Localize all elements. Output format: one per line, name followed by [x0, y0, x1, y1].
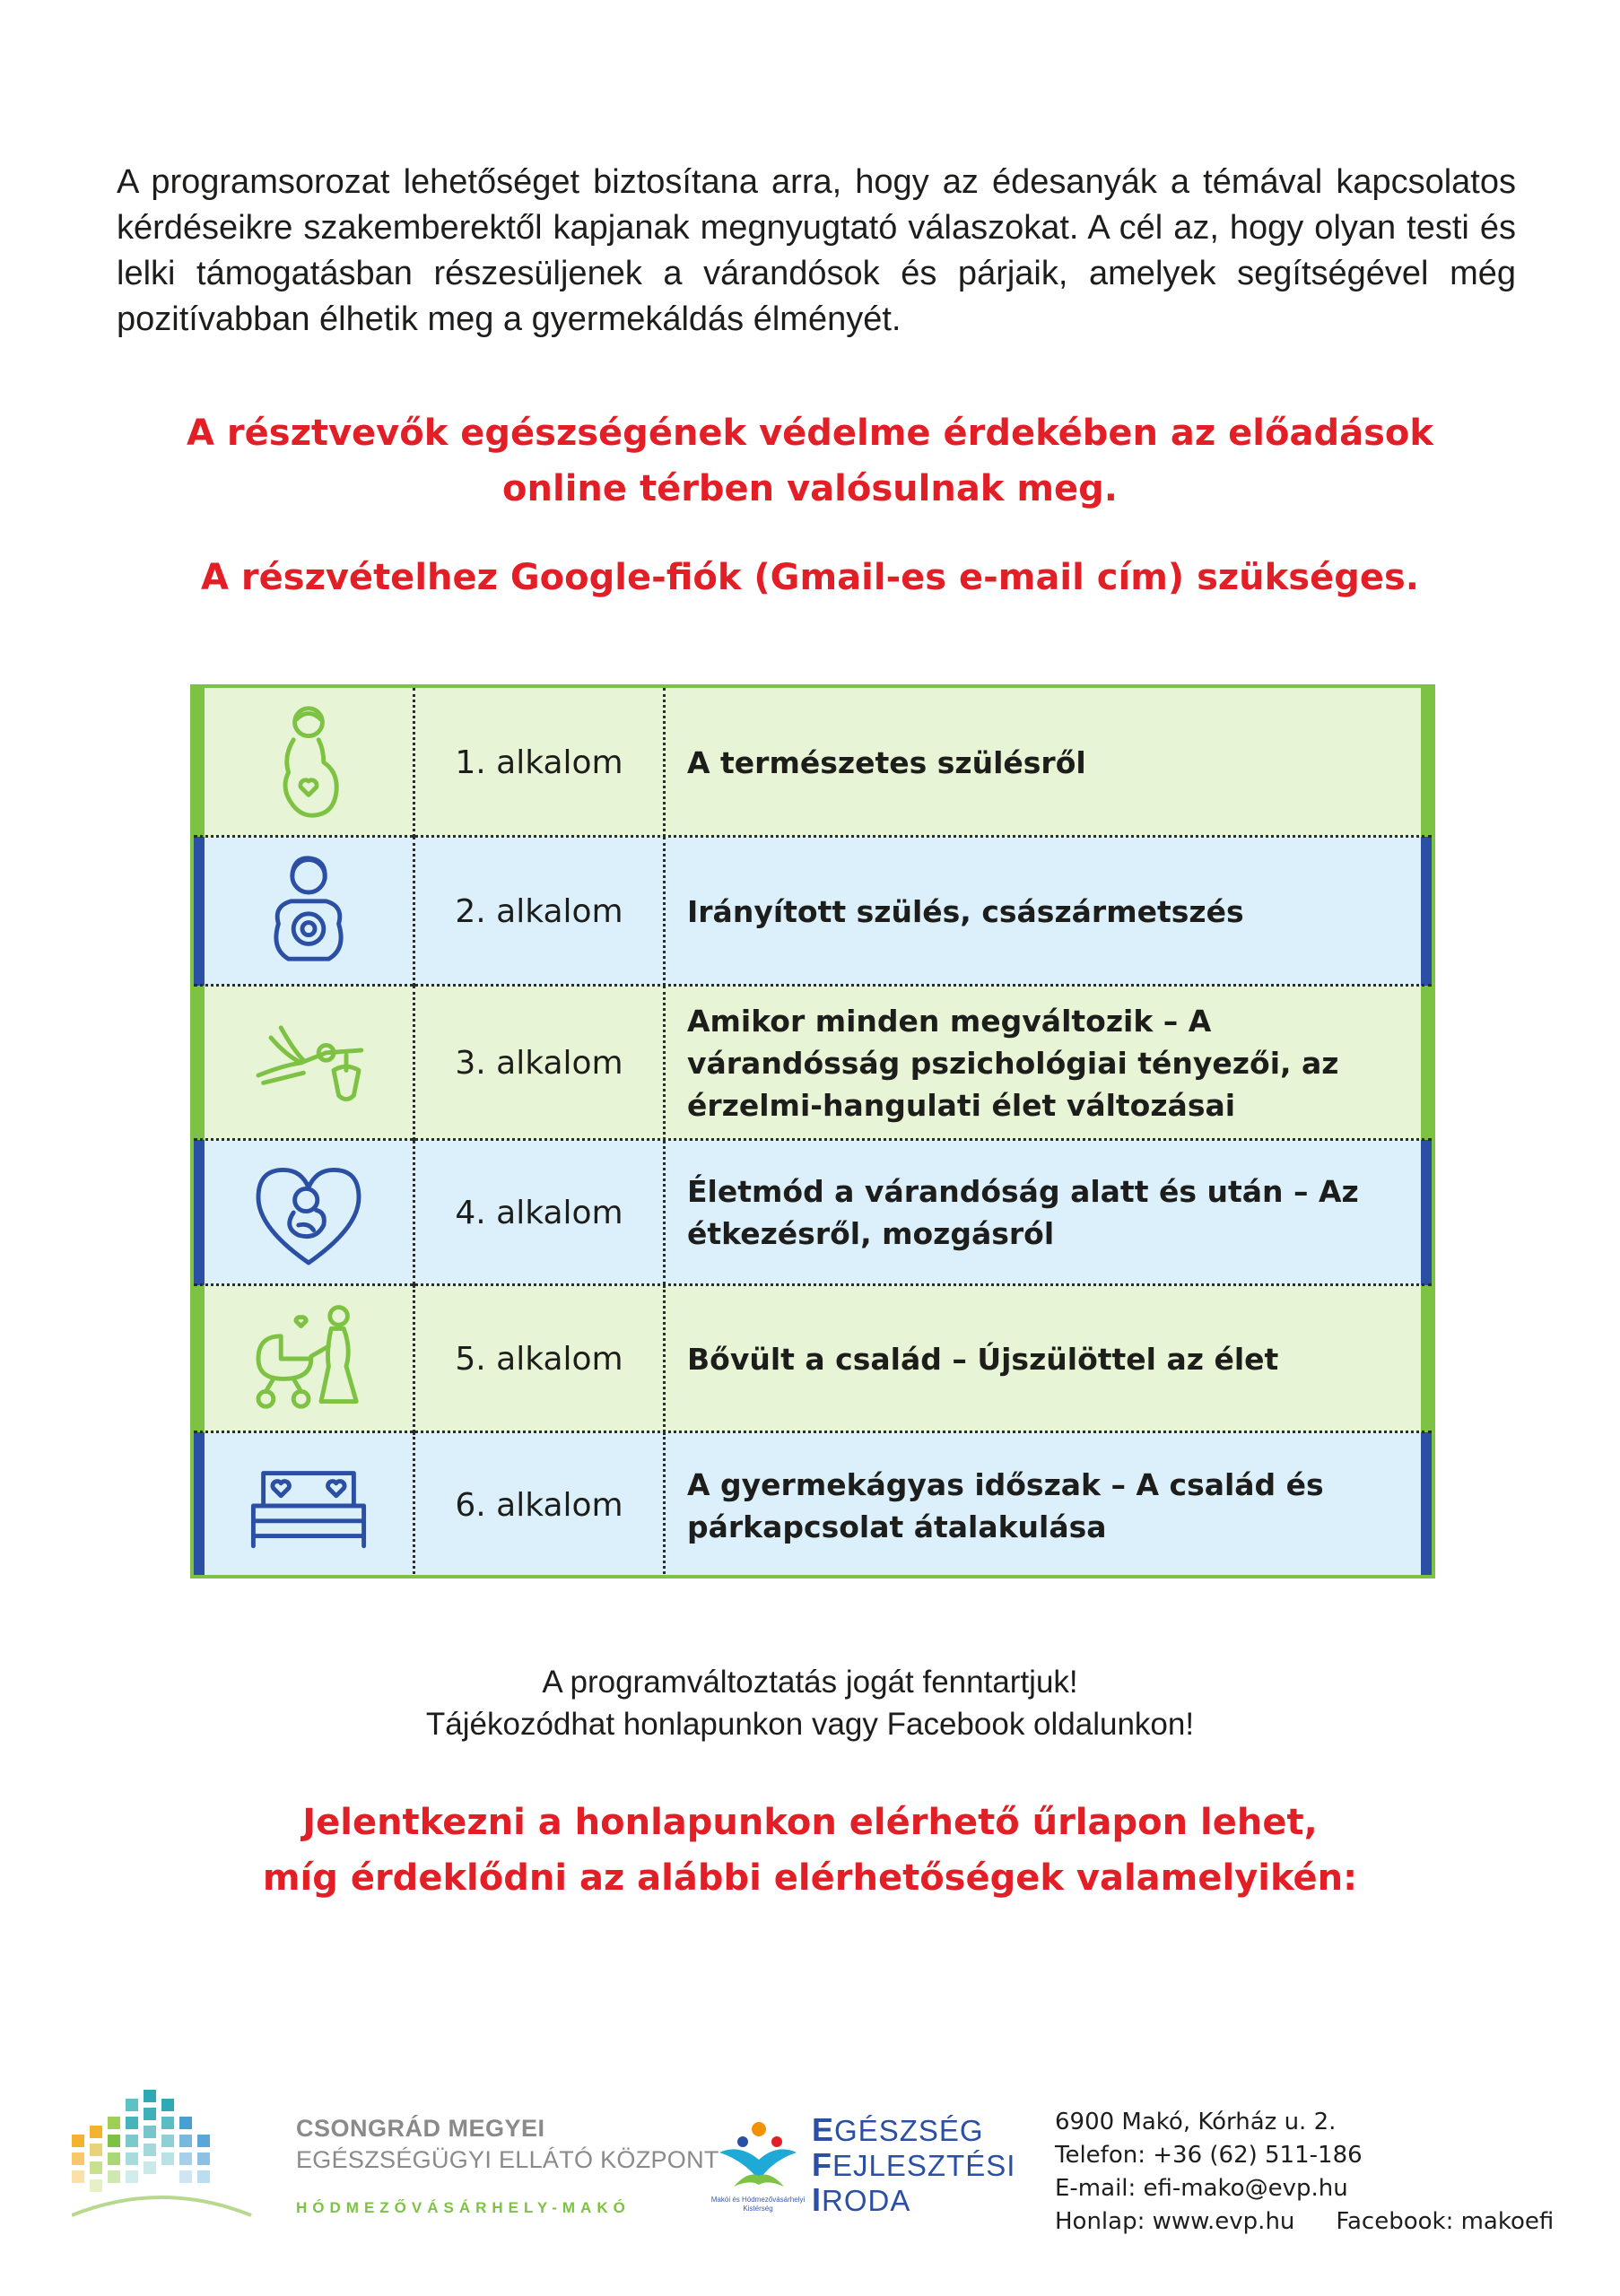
session-topic: A gyermekágyas időszak – A család és párkapcsolat átalakulása — [687, 1466, 1324, 1544]
stork-icon — [205, 986, 413, 1140]
session-label: 6. alkalom — [413, 1432, 666, 1578]
session-label: 2. alkalom — [413, 837, 666, 986]
program-notice-line2: Tájékozódhat honlapunkon vagy Facebook oldalunkon! — [425, 1707, 1195, 1742]
session-topic: Amikor minden megváltozik – A várandósság pszichológiai tényezői, az érzelmi-hangulati élet változásai — [687, 1003, 1339, 1123]
hospital-organization — [296, 2115, 719, 2217]
hospital-logo-icon — [72, 2081, 260, 2233]
session-label: 5. alkalom — [413, 1285, 666, 1432]
session-table — [190, 684, 1435, 1578]
contact-email: E-mail: efi-mako@evp.hu — [1055, 2175, 1348, 2202]
session-topic: Életmód a várandóság alatt és után – Az étkezésről, mozgásról — [687, 1174, 1359, 1251]
session-row-1 — [194, 688, 1432, 837]
session-row-4 — [194, 1140, 1432, 1285]
online-notice-line2: online térben valósulnak meg. — [502, 468, 1118, 509]
program-notice — [0, 1661, 1620, 1745]
online-notice — [0, 405, 1620, 517]
session-topic: Irányított szülés, császármetszés — [687, 893, 1244, 929]
session-topic: Bővült a család – Újszülöttel az élet — [687, 1341, 1279, 1377]
contact-web: Honlap: www.evp.hu — [1055, 2208, 1295, 2235]
efi-word3: IRODA — [812, 2181, 911, 2218]
registration-line2: míg érdeklődni az alábbi elérhetőségek valamelyikén: — [262, 1857, 1358, 1899]
session-row-6 — [194, 1432, 1432, 1578]
session-row-3 — [194, 986, 1432, 1140]
bed-hearts-icon — [205, 1432, 413, 1578]
session-topic: A természetes szülésről — [687, 744, 1086, 780]
contact-address: 6900 Makó, Kórház u. 2. — [1055, 2109, 1337, 2135]
mother-stroller-icon — [205, 1285, 413, 1432]
efi-caption: Makói és Hódmezővásárhelyi Kistérség — [710, 2196, 806, 2213]
efi-word1: EGÉSZSÉG — [812, 2111, 984, 2148]
efi-logo-icon — [712, 2117, 802, 2206]
contact-info — [1055, 2106, 1554, 2239]
session-row-5 — [194, 1285, 1432, 1432]
contact-facebook: Facebook: makoefi — [1336, 2208, 1555, 2235]
pregnant-woman-icon — [205, 688, 413, 837]
org1-line1: CSONGRÁD MEGYEI — [296, 2115, 545, 2142]
registration-notice — [0, 1795, 1620, 1906]
heart-baby-icon — [205, 1140, 413, 1285]
contact-web-line — [1055, 2205, 1554, 2239]
program-notice-line1: A programváltoztatás jogát fenntartjuk! — [542, 1665, 1078, 1700]
session-row-2 — [194, 837, 1432, 986]
org1-line3: HÓDMEZŐVÁSÁRHELY-MAKÓ — [296, 2199, 631, 2216]
org1-line2: EGÉSZSÉGÜGYI ELLÁTÓ KÖZPONT — [296, 2146, 719, 2173]
session-label: 3. alkalom — [413, 986, 666, 1140]
session-label: 1. alkalom — [413, 688, 666, 837]
intro-paragraph: A programsorozat lehetőséget biztosítana arra, hogy az édesanyák a témával kapcsolatos kérdéseikre szakemberektől kapjanak megnyugtató válaszokat. A cél az, hogy olyan testi és lelki támogatásban részesüljenek a várandósok és párjaik, amelyek segítségével még pozitívabban élhetik meg a gyermekáldás élményét. — [117, 163, 1516, 338]
efi-word2: FEJLESZTÉSI — [812, 2146, 1016, 2183]
google-account-notice: A részvételhez Google-fiók (Gmail-es e-mail cím) szükséges. — [201, 557, 1419, 598]
efi-organization — [812, 2113, 1015, 2218]
registration-line1: Jelentkezni a honlapunkon elérhető űrlapon lehet, — [302, 1802, 1318, 1843]
contact-phone: Telefon: +36 (62) 511-186 — [1055, 2142, 1363, 2169]
online-notice-line1: A résztvevők egészségének védelme érdekében az előadások — [187, 413, 1433, 454]
session-label: 4. alkalom — [413, 1140, 666, 1285]
mother-baby-icon — [205, 837, 413, 986]
